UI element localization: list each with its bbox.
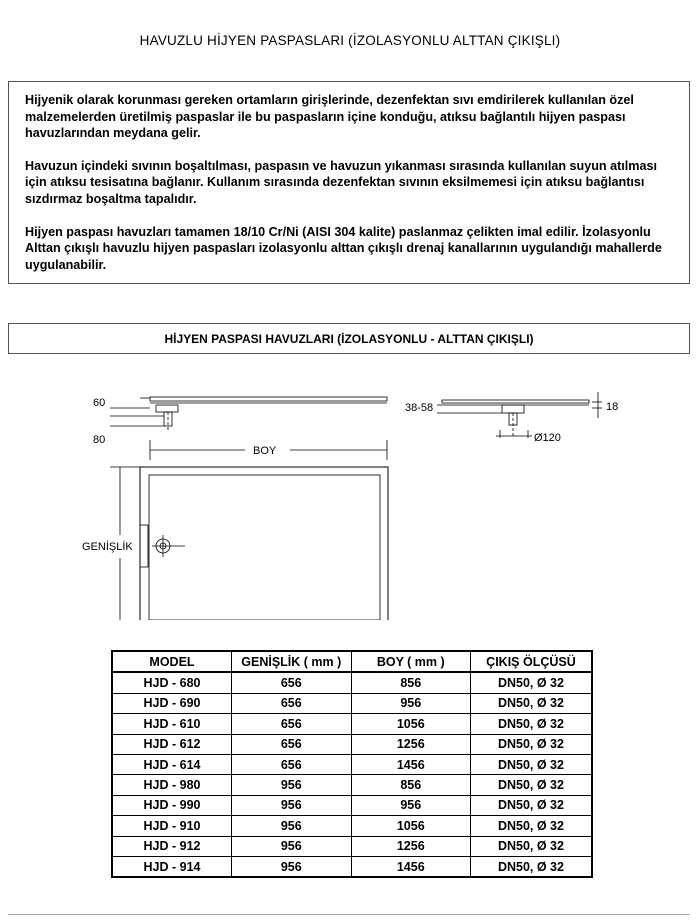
- cell-cikis: DN50, Ø 32: [470, 836, 592, 856]
- cell-genislik: 656: [231, 754, 351, 774]
- table-row: [112, 693, 592, 713]
- cell-model: HJD - 610: [112, 714, 231, 734]
- cell-genislik: 956: [231, 775, 351, 795]
- cell-boy: 1456: [351, 856, 470, 877]
- cell-genislik: 956: [231, 836, 351, 856]
- table-row: [112, 775, 592, 795]
- dim-diameter-120-label: Ø120: [534, 432, 561, 444]
- plan-view: [110, 467, 388, 620]
- table-row: [112, 795, 592, 815]
- table-row: [112, 714, 592, 734]
- table-header-row: [112, 651, 592, 672]
- dim-60-label: 60: [93, 397, 106, 409]
- intro-paragraph-1: Hijyenik olarak korunması gereken ortamların girişlerinde, dezenfektan sıvı emdirilerek kullanılan özel malzemelerden üretilmiş paspaslar ile bu paspasların içine konduğu, atıksu bağlantılı hijyen paspası havuzlarından meydana gelir.: [25, 93, 634, 141]
- model-spec-table: [111, 650, 593, 878]
- dim-38-58-label: 38-58: [405, 402, 434, 414]
- cell-boy: 1056: [351, 816, 470, 836]
- left-section-view: [110, 397, 387, 432]
- cell-cikis: DN50, Ø 32: [470, 693, 592, 713]
- intro-paragraph-3: Hijyen paspası havuzları tamamen 18/10 Cr/Ni (AISI 304 kalite) paslanmaz çelikten imal edilir. İzolasyonlu Alttan çıkışlı havuzlu hijyen paspasları izolasyonlu alttan çıkışlı drenaj kanallarının uygulandığı mahallerde uygulanabilir.: [25, 224, 662, 272]
- header-cikis-olcusu: ÇIKIŞ ÖLÇÜSÜ: [470, 651, 592, 672]
- cell-model: HJD - 980: [112, 775, 231, 795]
- cell-boy: 1456: [351, 754, 470, 774]
- cell-boy: 856: [351, 775, 470, 795]
- bottom-divider: [8, 914, 690, 915]
- intro-paragraph-2: Havuzun içindeki sıvının boşaltılması, paspasın ve havuzun yıkanması sırasında kullanılan suyun atılması için atıksu tesisatına bağlanır. Kullanım sırasında dezenfektan sıvının eksilmemesi için atıksu bağlantısı sızdırmaz boşaltma tapalıdır.: [25, 158, 657, 206]
- header-genislik: GENİŞLİK ( mm ): [231, 651, 351, 672]
- cell-model: HJD - 914: [112, 856, 231, 877]
- table-row: [112, 734, 592, 754]
- cell-genislik: 656: [231, 734, 351, 754]
- cell-genislik: 656: [231, 672, 351, 693]
- cell-cikis: DN50, Ø 32: [470, 775, 592, 795]
- cell-cikis: DN50, Ø 32: [470, 816, 592, 836]
- cell-cikis: DN50, Ø 32: [470, 856, 592, 877]
- cell-model: HJD - 680: [112, 672, 231, 693]
- table-row: [112, 816, 592, 836]
- cell-boy: 1256: [351, 836, 470, 856]
- cell-cikis: DN50, Ø 32: [470, 734, 592, 754]
- cell-boy: 856: [351, 672, 470, 693]
- cell-model: HJD - 912: [112, 836, 231, 856]
- dim-18-label: 18: [606, 401, 619, 413]
- table-row: [112, 672, 592, 693]
- table-row: [112, 836, 592, 856]
- genislik-label: GENİŞLİK: [82, 541, 133, 553]
- cell-cikis: DN50, Ø 32: [470, 714, 592, 734]
- header-model: MODEL: [112, 651, 231, 672]
- cell-cikis: DN50, Ø 32: [470, 795, 592, 815]
- cell-cikis: DN50, Ø 32: [470, 754, 592, 774]
- header-boy: BOY ( mm ): [351, 651, 470, 672]
- cell-model: HJD - 990: [112, 795, 231, 815]
- page-title: HAVUZLU HİJYEN PASPASLARI (İZOLASYONLU ALTTAN ÇIKIŞLI): [139, 33, 561, 48]
- cell-model: HJD - 690: [112, 693, 231, 713]
- cell-boy: 956: [351, 795, 470, 815]
- technical-drawing: [0, 380, 700, 620]
- cell-genislik: 956: [231, 795, 351, 815]
- intro-text-box: [8, 81, 690, 284]
- dim-80-label: 80: [93, 434, 106, 446]
- right-section-view: [437, 392, 602, 438]
- table-row: [112, 856, 592, 877]
- boy-label: BOY: [253, 445, 277, 457]
- cell-boy: 956: [351, 693, 470, 713]
- cell-cikis: DN50, Ø 32: [470, 672, 592, 693]
- table-row: [112, 754, 592, 774]
- section-title: HİJYEN PASPASI HAVUZLARI (İZOLASYONLU - ALTTAN ÇIKIŞLI): [8, 323, 690, 354]
- cell-genislik: 956: [231, 856, 351, 877]
- cell-genislik: 956: [231, 816, 351, 836]
- cell-model: HJD - 612: [112, 734, 231, 754]
- cell-boy: 1256: [351, 734, 470, 754]
- cell-model: HJD - 614: [112, 754, 231, 774]
- cell-model: HJD - 910: [112, 816, 231, 836]
- cell-boy: 1056: [351, 714, 470, 734]
- cell-genislik: 656: [231, 714, 351, 734]
- cell-genislik: 656: [231, 693, 351, 713]
